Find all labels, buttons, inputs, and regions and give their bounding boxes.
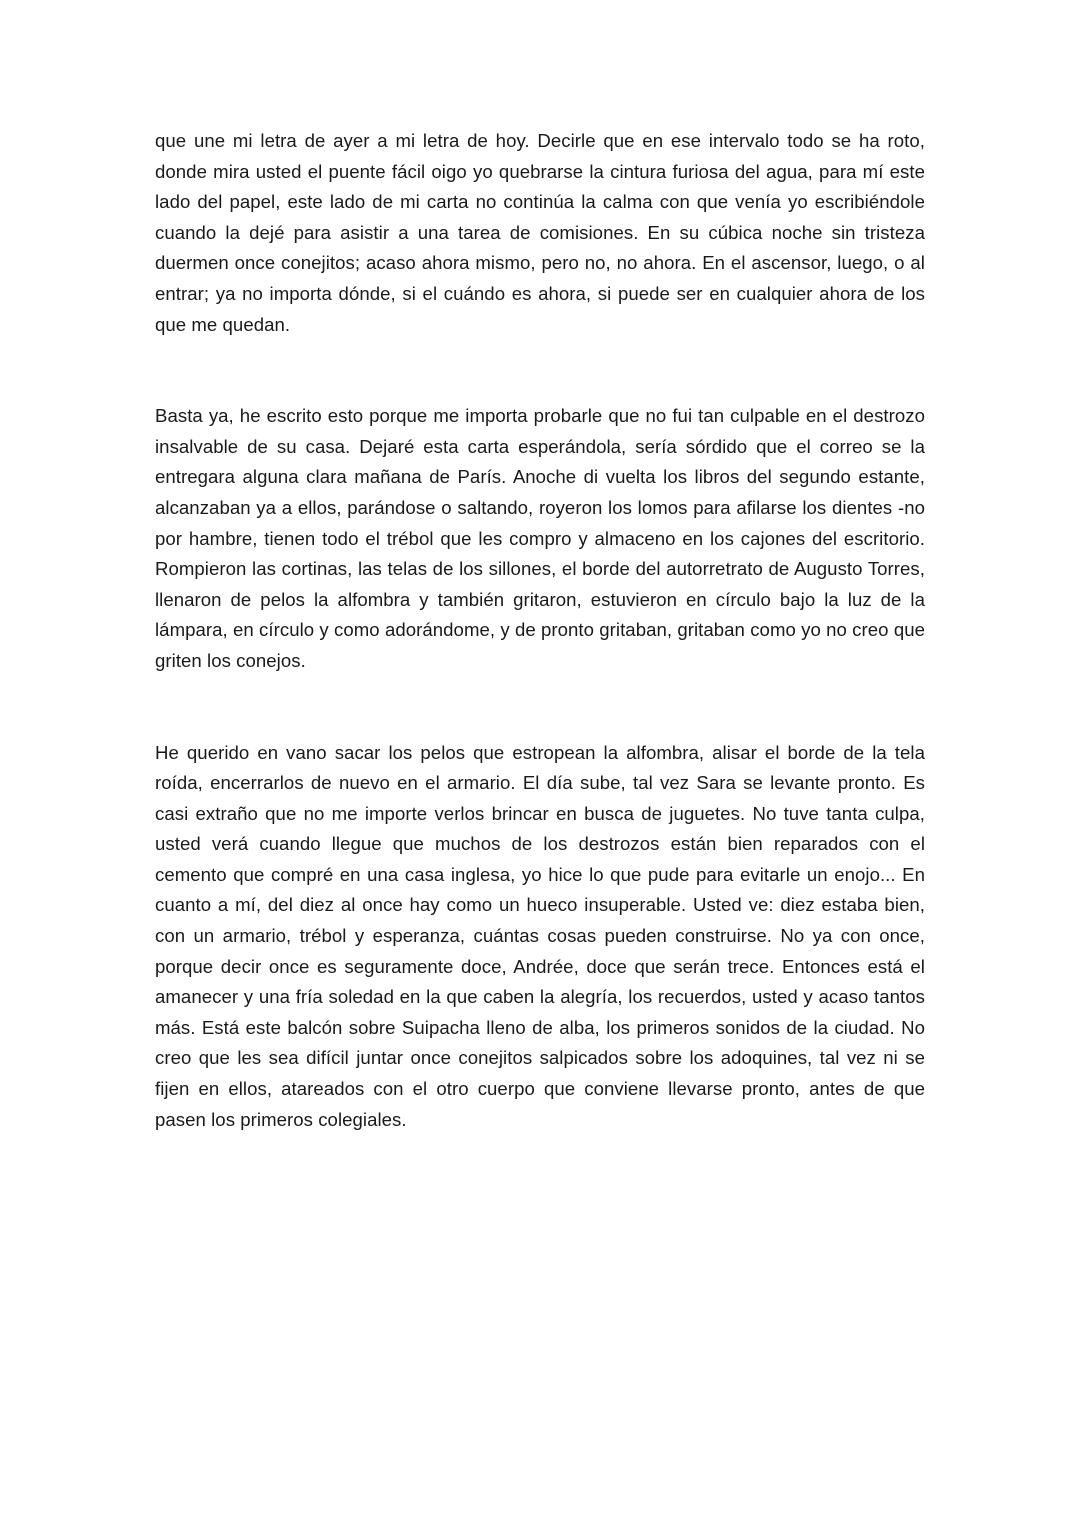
paragraph-spacer xyxy=(155,677,925,738)
paragraph-2: Basta ya, he escrito esto porque me importa probarle que no fui tan culpable en el destrozo insalvable de su casa. Dejaré esta carta esperándola, sería sórdido que el correo se la entregara alguna clara mañana de París. Anoche di vuelta los libros del segundo estante, alcanzaban ya a ellos, parándose o saltando, royeron los lomos para afilarse los dientes -no por hambre, tienen todo el trébol que les compro y almaceno en los cajones del escritorio. Rompieron las cortinas, las telas de los sillones, el borde del autorretrato de Augusto Torres, llenaron de pelos la alfombra y también gritaron, estuvieron en círculo bajo la luz de la lámpara, en círculo y como adorándome, y de pronto gritaban, gritaban como yo no creo que griten los conejos. xyxy=(155,405,925,671)
paragraph-1: que une mi letra de ayer a mi letra de hoy. Decirle que en ese intervalo todo se ha roto, donde mira usted el puente fácil oigo yo quebrarse la cintura furiosa del agua, para mí este lado del papel, este lado de mi carta no continúa la calma con que venía yo escribiéndole cuando la dejé para asistir a una tarea de comisiones. En su cúbica noche sin tristeza duermen once conejitos; acaso ahora mismo, pero no, no ahora. En el ascensor, luego, o al entrar; ya no importa dónde, si el cuándo es ahora, si puede ser en cualquier ahora de los que me quedan. xyxy=(155,130,925,335)
paragraph-3: He querido en vano sacar los pelos que estropean la alfombra, alisar el borde de la tela roída, encerrarlos de nuevo en el armario. El día sube, tal vez Sara se levante pronto. Es casi extraño que no me importe verlos brincar en busca de juguetes. No tuve tanta culpa, usted verá cuando llegue que muchos de los destrozos están bien reparados con el cemento que compré en una casa inglesa, yo hice lo que pude para evitarle un enojo... En cuanto a mí, del diez al once hay como un hueco insuperable. Usted ve: diez estaba bien, con un armario, trébol y esperanza, cuántas cosas pueden construirse. No ya con once, porque decir once es seguramente doce, Andrée, doce que serán trece. Entonces está el amanecer y una fría soledad en la que caben la alegría, los recuerdos, usted y acaso tantos más. Está este balcón sobre Suipacha lleno de alba, los primeros sonidos de la ciudad. No creo que les sea difícil juntar once conejitos salpicados sobre los adoquines, tal vez ni se fijen en ellos, atareados con el otro cuerpo que conviene llevarse pronto, antes de que pasen los primeros colegiales. xyxy=(155,741,925,1130)
paragraph-spacer xyxy=(155,340,925,401)
letter-body xyxy=(155,126,925,1135)
